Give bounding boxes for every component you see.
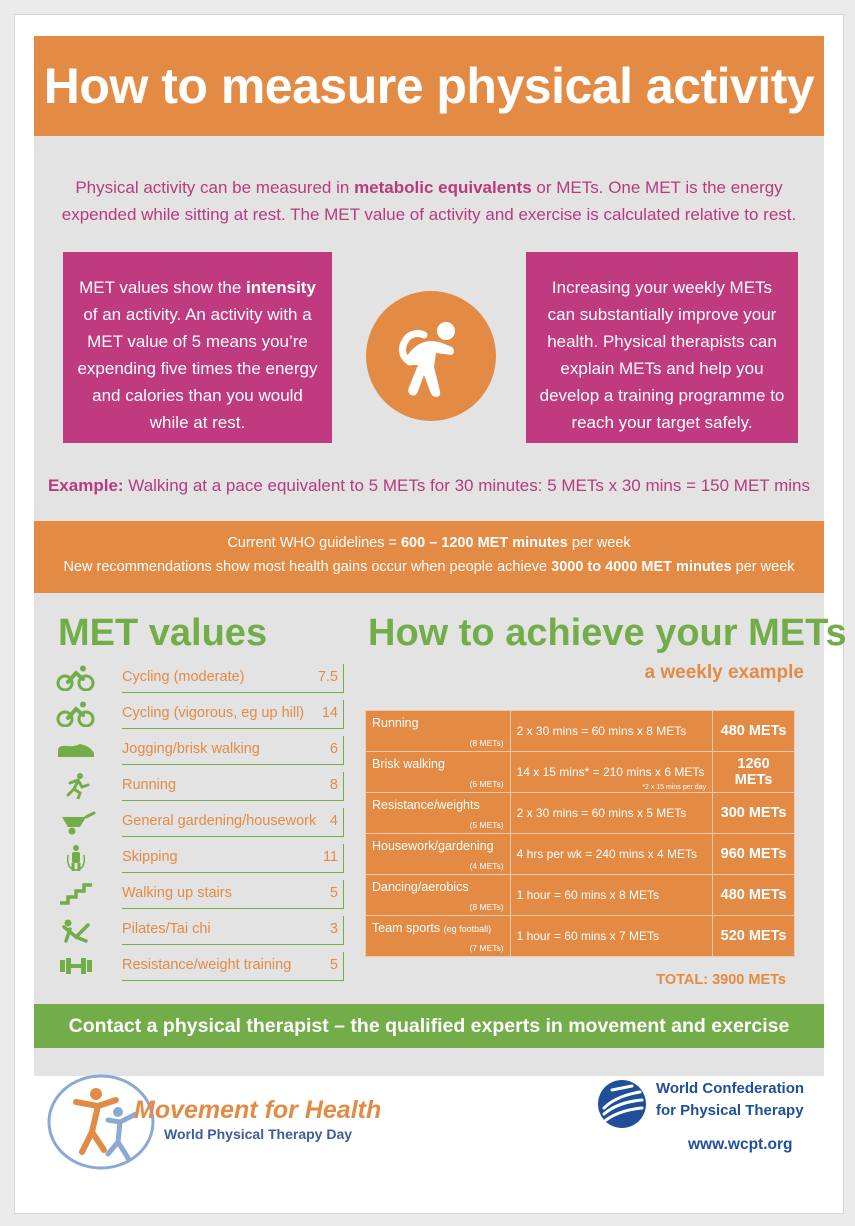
who-guidelines-band: [34, 521, 824, 593]
page-title: How to measure physical activity: [34, 36, 824, 136]
met-row-cycling-vigorous: [56, 697, 346, 733]
poster: [34, 36, 847, 1076]
wcpt-name: World Confederation for Physical Therapy: [656, 1080, 805, 1119]
table-row: Running (8 METs) 2 x 30 mins = 60 mins x 8 METs 480 METs: [366, 711, 795, 752]
increase-box: Increasing your weekly METs can substantially improve your health. Physical therapists can explain METs and help you develop a training programme to reach your target safely.: [526, 252, 798, 443]
met-name: General gardening/housework: [122, 813, 317, 829]
met-row-skipping: [56, 841, 346, 877]
met-name: Walking up stairs: [122, 885, 232, 901]
met-value: 14: [321, 705, 338, 721]
met-values-list: [56, 661, 346, 985]
dumbbell-icon: [56, 953, 96, 979]
cycling-icon: [56, 701, 96, 727]
intensity-bold: intensity: [246, 278, 316, 297]
intensity-post: of an activity. An activity with a MET value of 5 means you’re expending five times the energy and calories than you would while at rest.: [77, 305, 318, 432]
table-row: Dancing/aerobics (8 METs) 1 hour = 60 mins x 8 METs 480 METs: [366, 875, 795, 916]
met-name: Resistance/weight training: [122, 957, 292, 973]
wcpt-logo: [592, 1074, 822, 1164]
weekly-example-table: [365, 710, 795, 957]
achieve-heading: How to achieve your METs: [368, 612, 847, 654]
met-value: 8: [329, 777, 338, 793]
met-values-heading: MET values: [58, 612, 268, 654]
example-text: Walking at a pace equivalent to 5 METs for 30 minutes: 5 METs x 30 mins = 150 MET mins: [123, 476, 811, 495]
table-row: Housework/gardening (4 METs) 4 hrs per wk = 240 mins x 4 METs 960 METs: [366, 834, 795, 875]
met-value: 7.5: [317, 669, 338, 685]
met-row-gardening: [56, 805, 346, 841]
met-value: 5: [329, 957, 338, 973]
contact-banner: Contact a physical therapist – the qualified experts in movement and exercise: [34, 1004, 824, 1048]
met-name: Cycling (moderate): [122, 669, 245, 685]
wcpt-url[interactable]: www.wcpt.org: [688, 1136, 793, 1153]
met-row-pilates: [56, 913, 346, 949]
met-name: Jogging/brisk walking: [122, 741, 260, 757]
example-line: [34, 474, 824, 498]
table-row: Brisk walking (6 METs) 14 x 15 mins* = 210 mins x 6 METs *2 x 15 mins per day 1260 METs: [366, 752, 795, 793]
pilates-icon: [56, 917, 96, 943]
met-name: Pilates/Tai chi: [122, 921, 211, 937]
met-name: Cycling (vigorous, eg up hill): [122, 705, 305, 721]
met-row-jogging: [56, 733, 346, 769]
intro-bold: metabolic equivalents: [354, 178, 532, 197]
intro-pre: Physical activity can be measured in: [75, 178, 355, 197]
met-value: 6: [329, 741, 338, 757]
met-value: 11: [322, 849, 338, 865]
total-mets: TOTAL: 3900 METs: [656, 972, 786, 988]
met-row-stairs: [56, 877, 346, 913]
achieve-subheading: a weekly example: [644, 662, 804, 683]
shoe-icon: [56, 737, 96, 763]
met-name: Skipping: [122, 849, 178, 865]
met-value: 3: [329, 921, 338, 937]
met-value: 5: [329, 885, 338, 901]
intro-text: [58, 174, 800, 228]
met-row-resistance: [56, 949, 346, 985]
met-row-running: [56, 769, 346, 805]
mfh-subtitle: World Physical Therapy Day: [164, 1126, 353, 1142]
intensity-pre: MET values show the: [79, 278, 247, 297]
wcpt-emblem-icon: [596, 1078, 648, 1130]
movement-for-health-logo: [46, 1072, 436, 1172]
met-value: 4: [329, 813, 338, 829]
skipping-icon: [56, 845, 96, 871]
who-line-1: Current WHO guidelines = 600 – 1200 MET minutes per week: [227, 535, 631, 551]
mfh-title: Movement for Health: [134, 1096, 382, 1124]
intro-post: or METs. One MET is the energy expended while sitting at rest. The MET value of activity and exercise is calculated relative to rest.: [61, 178, 797, 224]
table-row: Resistance/weights (5 METs) 2 x 30 mins = 60 mins x 5 METs 300 METs: [366, 793, 795, 834]
stairs-icon: [56, 881, 96, 907]
table-row: Team sports (eg football) (7 METs) 1 hour = 60 mins x 7 METs 520 METs: [366, 916, 795, 957]
intensity-box: [63, 252, 332, 443]
running-icon: [56, 773, 96, 799]
stretching-person-icon: [366, 291, 496, 421]
met-row-cycling-moderate: [56, 661, 346, 697]
met-name: Running: [122, 777, 177, 793]
example-label: Example:: [47, 476, 124, 495]
cycling-icon: [56, 665, 96, 691]
wheelbarrow-icon: [56, 809, 96, 835]
who-line-2: New recommendations show most health gains occur when people achieve 3000 to 4000 MET minutes per week: [63, 559, 795, 575]
